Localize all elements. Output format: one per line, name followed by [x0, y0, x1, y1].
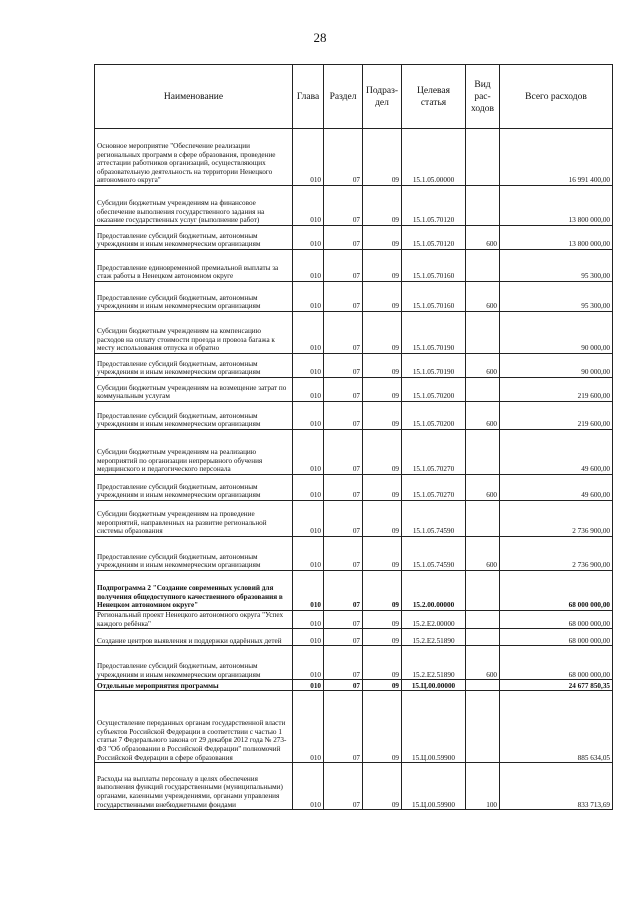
cell-podrazdel: 09 — [363, 129, 402, 186]
cell-total: 833 713,69 — [500, 763, 613, 810]
cell-celevaya: 15.1.05.74590 — [402, 501, 466, 537]
cell-celevaya: 15.1.05.70200 — [402, 402, 466, 430]
cell-total: 90 000,00 — [500, 354, 613, 378]
cell-celevaya: 15.1.05.70190 — [402, 312, 466, 354]
cell-celevaya: 15.1.05.00000 — [402, 129, 466, 186]
cell-glava: 010 — [293, 691, 324, 763]
table-row — [95, 501, 613, 537]
cell-celevaya: 15.1.05.70190 — [402, 354, 466, 378]
cell-vid: 600 — [466, 354, 500, 378]
cell-glava: 010 — [293, 282, 324, 312]
cell-vid — [466, 312, 500, 354]
cell-vid — [466, 691, 500, 763]
cell-razdel: 07 — [324, 250, 363, 282]
cell-vid — [466, 250, 500, 282]
cell-podrazdel: 09 — [363, 475, 402, 501]
table-row — [95, 611, 613, 629]
cell-total: 219 600,00 — [500, 378, 613, 402]
cell-name: Предоставление субсидий бюджетным, автономным учреждениям и иным некоммерческим организациям — [95, 354, 293, 378]
cell-vid — [466, 571, 500, 611]
cell-name: Предоставление субсидий бюджетным, автономным учреждениям и иным некоммерческим организациям — [95, 402, 293, 430]
cell-name: Предоставление субсидий бюджетным, автономным учреждениям и иным некоммерческим организациям — [95, 226, 293, 250]
cell-razdel: 07 — [324, 629, 363, 646]
cell-name: Предоставление единовременной премиальной выплаты за стаж работы в Ненецком автономном округе — [95, 250, 293, 282]
cell-vid — [466, 611, 500, 629]
cell-glava: 010 — [293, 475, 324, 501]
cell-celevaya: 15.2.Е2.51890 — [402, 629, 466, 646]
cell-razdel: 07 — [324, 129, 363, 186]
cell-name: Отдельные мероприятия программы — [95, 680, 293, 691]
cell-vid: 600 — [466, 282, 500, 312]
table-row — [95, 646, 613, 680]
budget-table — [94, 64, 613, 810]
cell-name: Субсидии бюджетным учреждениям на возмещение затрат по коммунальным услугам — [95, 378, 293, 402]
cell-total: 49 600,00 — [500, 475, 613, 501]
cell-razdel: 07 — [324, 402, 363, 430]
table-row — [95, 250, 613, 282]
cell-razdel: 07 — [324, 282, 363, 312]
cell-glava: 010 — [293, 537, 324, 571]
cell-name: Предоставление субсидий бюджетным, автономным учреждениям и иным некоммерческим организациям — [95, 646, 293, 680]
cell-podrazdel: 09 — [363, 250, 402, 282]
table-row — [95, 226, 613, 250]
cell-name: Субсидии бюджетным учреждениям на проведение мероприятий, направленных на развитие региональной системы образования — [95, 501, 293, 537]
cell-podrazdel: 09 — [363, 611, 402, 629]
cell-total: 95 300,00 — [500, 250, 613, 282]
cell-glava: 010 — [293, 250, 324, 282]
cell-name: Субсидии бюджетным учреждениям на компенсацию расходов на оплату стоимости проезда и провоза багажа к месту использования отпуска и обратно — [95, 312, 293, 354]
cell-celevaya: 15.1.05.70200 — [402, 378, 466, 402]
cell-vid: 600 — [466, 475, 500, 501]
cell-vid: 100 — [466, 763, 500, 810]
cell-glava: 010 — [293, 378, 324, 402]
cell-glava: 010 — [293, 402, 324, 430]
cell-vid — [466, 430, 500, 475]
header-podrazdel: Подраз-дел — [363, 65, 402, 129]
cell-glava: 010 — [293, 186, 324, 226]
table-row — [95, 282, 613, 312]
cell-total: 68 000 000,00 — [500, 646, 613, 680]
cell-celevaya: 15.1.05.70160 — [402, 250, 466, 282]
header-name: Наименование — [95, 65, 293, 129]
cell-name: Субсидии бюджетным учреждениям на реализацию мероприятий по организации непрерывного обучения медицинского и педагогического персонала — [95, 430, 293, 475]
cell-name: Осуществление переданных органам государственной власти субъектов Российской Федерации в соответствии с частью 1 статьи 7 Федерального закона от 29 декабря 2012 года № 273-ФЗ "Об образовании в Российской Федерации" полномочий Российской Федерации в сфере образования — [95, 691, 293, 763]
cell-name: Создание центров выявления и поддержки одарённых детей — [95, 629, 293, 646]
table-row — [95, 402, 613, 430]
cell-name: Предоставление субсидий бюджетным, автономным учреждениям и иным некоммерческим организациям — [95, 282, 293, 312]
cell-total: 219 600,00 — [500, 402, 613, 430]
cell-razdel: 07 — [324, 312, 363, 354]
cell-razdel: 07 — [324, 646, 363, 680]
table-body — [95, 129, 613, 810]
cell-total: 24 677 850,35 — [500, 680, 613, 691]
cell-razdel: 07 — [324, 611, 363, 629]
cell-total: 90 000,00 — [500, 312, 613, 354]
cell-glava: 010 — [293, 646, 324, 680]
cell-vid — [466, 629, 500, 646]
cell-name: Подпрограмма 2 "Создание современных условий для получения общедоступного качественного образования в Ненецком автономном округе" — [95, 571, 293, 611]
cell-vid — [466, 129, 500, 186]
cell-razdel: 07 — [324, 475, 363, 501]
cell-glava: 010 — [293, 430, 324, 475]
header-total: Всего расходов — [500, 65, 613, 129]
cell-podrazdel: 09 — [363, 312, 402, 354]
cell-name: Расходы на выплаты персоналу в целях обеспечения выполнения функций государственными (муниципальными) органами, казенными учреждениями, органами управления государственными внебюджетными фондами — [95, 763, 293, 810]
cell-glava: 010 — [293, 571, 324, 611]
cell-razdel: 07 — [324, 501, 363, 537]
cell-vid: 600 — [466, 537, 500, 571]
cell-total: 2 736 900,00 — [500, 537, 613, 571]
cell-podrazdel: 09 — [363, 378, 402, 402]
cell-podrazdel: 09 — [363, 402, 402, 430]
table-row — [95, 537, 613, 571]
header-razdel: Раздел — [324, 65, 363, 129]
cell-glava: 010 — [293, 129, 324, 186]
cell-podrazdel: 09 — [363, 282, 402, 312]
cell-celevaya: 15.Ц.00.00000 — [402, 680, 466, 691]
cell-name: Предоставление субсидий бюджетным, автономным учреждениям и иным некоммерческим организациям — [95, 475, 293, 501]
cell-razdel: 07 — [324, 354, 363, 378]
cell-podrazdel: 09 — [363, 186, 402, 226]
table-row — [95, 629, 613, 646]
cell-razdel: 07 — [324, 186, 363, 226]
cell-podrazdel: 09 — [363, 629, 402, 646]
cell-glava: 010 — [293, 763, 324, 810]
header-vid: Вид рас-ходов — [466, 65, 500, 129]
table-row — [95, 430, 613, 475]
page-number: 28 — [313, 30, 327, 45]
table-row — [95, 680, 613, 691]
cell-glava: 010 — [293, 312, 324, 354]
cell-podrazdel: 09 — [363, 571, 402, 611]
cell-total: 49 600,00 — [500, 430, 613, 475]
header-celevaya: Целевая статья — [402, 65, 466, 129]
cell-total: 2 736 900,00 — [500, 501, 613, 537]
cell-podrazdel: 09 — [363, 691, 402, 763]
cell-podrazdel: 09 — [363, 501, 402, 537]
cell-total: 16 991 400,00 — [500, 129, 613, 186]
cell-razdel: 07 — [324, 571, 363, 611]
cell-total: 885 634,05 — [500, 691, 613, 763]
cell-celevaya: 15.1.05.70120 — [402, 226, 466, 250]
cell-razdel: 07 — [324, 537, 363, 571]
cell-razdel: 07 — [324, 226, 363, 250]
table-row — [95, 691, 613, 763]
cell-celevaya: 15.1.05.70120 — [402, 186, 466, 226]
cell-podrazdel: 09 — [363, 763, 402, 810]
cell-razdel: 07 — [324, 378, 363, 402]
table-row — [95, 354, 613, 378]
table-row — [95, 475, 613, 501]
cell-total: 68 000 000,00 — [500, 611, 613, 629]
cell-podrazdel: 09 — [363, 646, 402, 680]
cell-podrazdel: 09 — [363, 680, 402, 691]
cell-celevaya: 15.1.05.70270 — [402, 430, 466, 475]
cell-podrazdel: 09 — [363, 430, 402, 475]
cell-name: Субсидии бюджетным учреждениям на финансовое обеспечение выполнения государственного задания на оказание государственных услуг (выполнение работ) — [95, 186, 293, 226]
table-row — [95, 186, 613, 226]
cell-total: 68 000 000,00 — [500, 571, 613, 611]
cell-celevaya: 15.2.Е2.51890 — [402, 646, 466, 680]
cell-vid — [466, 186, 500, 226]
cell-vid: 600 — [466, 646, 500, 680]
cell-vid — [466, 680, 500, 691]
cell-razdel: 07 — [324, 680, 363, 691]
cell-podrazdel: 09 — [363, 226, 402, 250]
cell-total: 68 000 000,00 — [500, 629, 613, 646]
cell-glava: 010 — [293, 629, 324, 646]
cell-total: 95 300,00 — [500, 282, 613, 312]
cell-vid: 600 — [466, 226, 500, 250]
cell-celevaya: 15.1.05.74590 — [402, 537, 466, 571]
table-row — [95, 312, 613, 354]
table-row — [95, 378, 613, 402]
table-header-row — [95, 65, 613, 129]
cell-glava: 010 — [293, 226, 324, 250]
cell-glava: 010 — [293, 611, 324, 629]
cell-total: 13 800 000,00 — [500, 226, 613, 250]
cell-vid: 600 — [466, 402, 500, 430]
cell-glava: 010 — [293, 501, 324, 537]
cell-celevaya: 15.1.05.70270 — [402, 475, 466, 501]
cell-vid — [466, 378, 500, 402]
cell-podrazdel: 09 — [363, 537, 402, 571]
cell-glava: 010 — [293, 354, 324, 378]
cell-celevaya: 15.2.00.00000 — [402, 571, 466, 611]
cell-celevaya: 15.2.Е2.00000 — [402, 611, 466, 629]
cell-razdel: 07 — [324, 430, 363, 475]
cell-celevaya: 15.Ц.00.59900 — [402, 763, 466, 810]
cell-total: 13 800 000,00 — [500, 186, 613, 226]
cell-name: Предоставление субсидий бюджетным, автономным учреждениям и иным некоммерческим организациям — [95, 537, 293, 571]
header-glava: Глава — [293, 65, 324, 129]
table-row — [95, 129, 613, 186]
cell-celevaya: 15.1.05.70160 — [402, 282, 466, 312]
cell-celevaya: 15.Ц.00.59900 — [402, 691, 466, 763]
table-row — [95, 571, 613, 611]
cell-name: Основное мероприятие "Обеспечение реализации региональных программ в сфере образования, проведение аттестации работников организаций, осуществляющих образовательную деятельность на территории Ненецкого автономного округа" — [95, 129, 293, 186]
cell-name: Региональный проект Ненецкого автономного округа "Успех каждого ребёнка" — [95, 611, 293, 629]
table-row — [95, 763, 613, 810]
cell-razdel: 07 — [324, 691, 363, 763]
cell-vid — [466, 501, 500, 537]
cell-glava: 010 — [293, 680, 324, 691]
cell-razdel: 07 — [324, 763, 363, 810]
cell-podrazdel: 09 — [363, 354, 402, 378]
